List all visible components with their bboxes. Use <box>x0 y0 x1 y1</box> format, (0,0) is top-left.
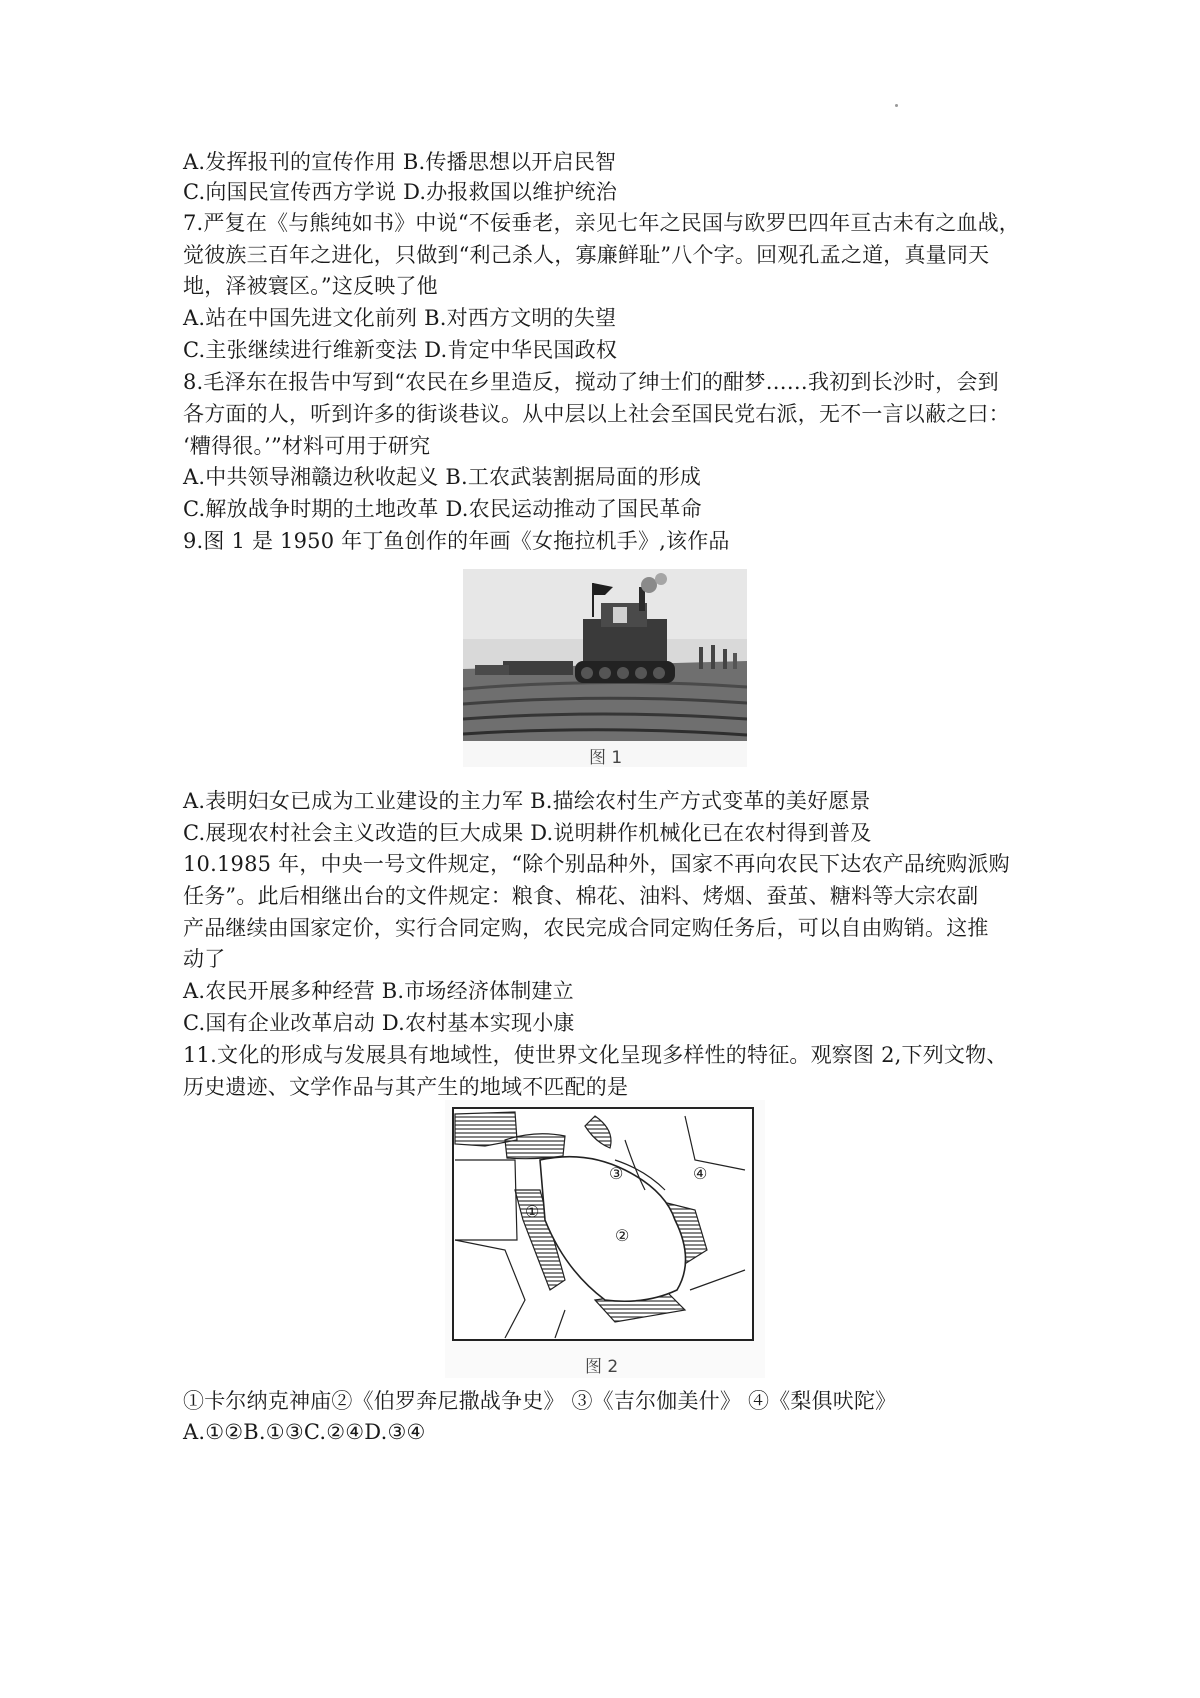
q7-stem-line2: 觉彼族三百年之进化，只做到“利己杀人，寡廉鲜耻”八个字。回观孔孟之道，真量同天 <box>183 243 990 267</box>
q6-option-cd: C.向国民宣传西方学说 D.办报救国以维护统治 <box>183 180 618 204</box>
figure-2-caption: 图 2 <box>585 1357 619 1377</box>
q7-option-ab: A.站在中国先进文化前列 B.对西方文明的失望 <box>183 306 617 330</box>
q11-options-line: A.①②B.①③C.②④D.③④ <box>183 1420 426 1444</box>
q8-stem-line3: ‘糟得很。’”材料可用于研究 <box>183 434 431 458</box>
figure-2-map <box>445 1100 765 1378</box>
q9-option-cd: C.展现农村社会主义改造的巨大成果 D.说明耕作机械化已在农村得到普及 <box>183 821 872 845</box>
q7-stem-line1: 7.严复在《与熊纯如书》中说“不佞垂老，亲见七年之民国与欧罗巴四年亘古未有之血战， <box>183 211 1020 235</box>
q10-stem-line4: 动了 <box>183 947 226 971</box>
map-marker-4: ④ <box>693 1164 708 1183</box>
q8-option-cd: C.解放战争时期的土地改革 D.农民运动推动了国民革命 <box>183 497 702 521</box>
q10-stem-line3: 产品继续由国家定价，实行合同定购，农民完成合同定购任务后，可以自由购销。这推 <box>183 916 989 940</box>
map-marker-1: ① <box>525 1202 540 1221</box>
q11-stem-line2: 历史遗迹、文学作品与其产生的地域不匹配的是 <box>183 1075 629 1099</box>
q10-stem-line1: 10.1985 年，中央一号文件规定，“除个别品种外，国家不再向农民下达农产品统购派购 <box>183 852 1010 876</box>
figure-1-caption: 图 1 <box>589 748 623 768</box>
q10-option-ab: A.农民开展多种经营 B.市场经济体制建立 <box>183 979 574 1003</box>
q8-stem-line1: 8.毛泽东在报告中写到“农民在乡里造反，搅动了绅士们的酣梦……我初到长沙时，会到 <box>183 370 999 394</box>
map-marker-3: ③ <box>609 1164 624 1183</box>
q9-option-ab: A.表明妇女已成为工业建设的主力军 B.描绘农村生产方式变革的美好愿景 <box>183 789 871 813</box>
q10-stem-line2: 任务”。此后相继出台的文件规定：粮食、棉花、油料、烤烟、蚕茧、糖料等大宗农副 <box>183 884 979 908</box>
q8-option-ab: A.中共领导湘赣边秋收起义 B.工农武装割据局面的形成 <box>183 465 702 489</box>
q11-items-line: ①卡尔纳克神庙②《伯罗奔尼撒战争史》 ③《吉尔伽美什》 ④《梨俱吠陀》 <box>183 1389 897 1413</box>
q8-stem-line2: 各方面的人，听到许多的街谈巷议。从中层以上社会至国民党右派，无不一言以蔽之曰： <box>183 402 1010 426</box>
q11-stem-line1: 11.文化的形成与发展具有地域性，使世界文化呈现多样性的特征。观察图 2,下列文物、 <box>183 1043 1008 1067</box>
speck-mark <box>895 104 898 107</box>
q7-option-cd: C.主张继续进行维新变法 D.肯定中华民国政权 <box>183 338 618 362</box>
figure-2-map-drawing <box>445 1100 765 1350</box>
figure-1-artwork <box>463 569 747 767</box>
q7-stem-line3: 地，泽被寰区。”这反映了他 <box>183 274 438 298</box>
q6-option-ab: A.发挥报刊的宣传作用 B.传播思想以开启民智 <box>183 150 617 174</box>
q10-option-cd: C.国有企业改革启动 D.农村基本实现小康 <box>183 1011 575 1035</box>
q9-stem-line1: 9.图 1 是 1950 年丁鱼创作的年画《女拖拉机手》,该作品 <box>183 529 730 553</box>
map-marker-2: ② <box>615 1226 630 1245</box>
figure-1-tractor-print <box>463 569 747 767</box>
